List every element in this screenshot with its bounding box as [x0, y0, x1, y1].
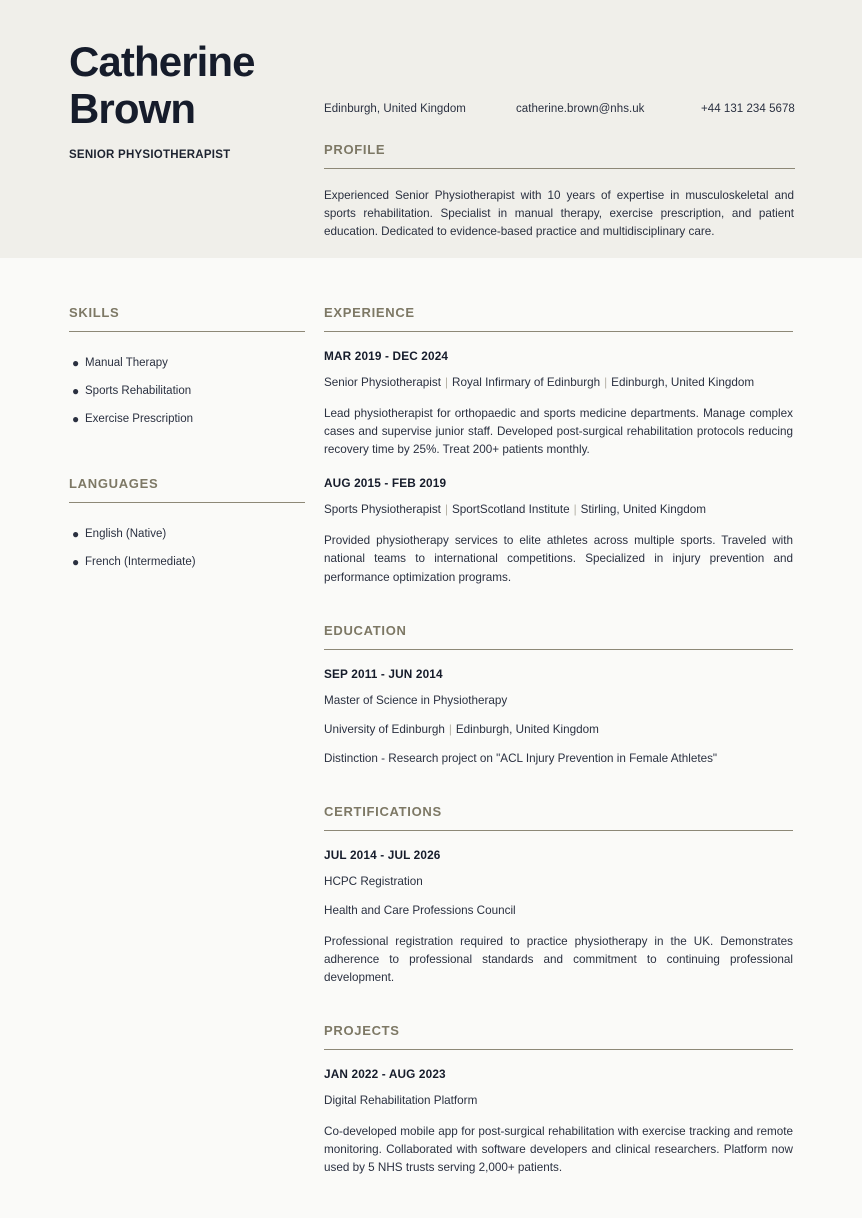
entry-description: Co-developed mobile app for post-surgical rehabilitation with exercise tracking and remote monitoring. Collaborated with software developers and clinical researchers. Platform now used by 5 NHS trusts serving 2,000+ patients.: [324, 1124, 793, 1175]
entry-degree: Master of Science in Physiotherapy: [324, 693, 508, 707]
certification-entry: [324, 848, 793, 987]
entry-organization: Royal Infirmary of Edinburgh: [452, 376, 601, 389]
bullet-icon: ●: [72, 554, 80, 569]
entry-role: Sports Physiotherapist: [324, 503, 441, 517]
projects-divider: [324, 1049, 793, 1050]
contact-phone[interactable]: +44 131 234 5678: [701, 103, 795, 115]
skills-list: [69, 349, 305, 434]
entry-institution: University of Edinburgh: [324, 722, 445, 736]
languages-heading: LANGUAGES: [69, 475, 159, 491]
education-heading: EDUCATION: [324, 622, 407, 638]
education-divider: [324, 649, 793, 650]
entry-date-range: JAN 2022 - AUG 2023: [324, 1066, 446, 1081]
entry-title: Digital Rehabilitation Platform: [324, 1093, 478, 1107]
projects-section: [324, 1023, 793, 1177]
certifications-heading: CERTIFICATIONS: [324, 803, 442, 819]
list-item: [69, 405, 305, 433]
entry-title: HCPC Registration: [324, 874, 423, 888]
skill-label: Exercise Prescription: [85, 413, 194, 426]
list-item: [69, 520, 305, 548]
separator-icon: |: [573, 503, 577, 517]
entry-issuer: Health and Care Professions Council: [324, 903, 516, 917]
entry-date-range: JUL 2014 - JUL 2026: [324, 847, 441, 862]
contact-row: [324, 0, 795, 115]
profile-heading: PROFILE: [324, 142, 386, 157]
entry-location: Stirling, United Kingdom: [580, 503, 707, 517]
name-line-first: Catherine: [69, 38, 255, 85]
entry-date-range: AUG 2015 - FEB 2019: [324, 476, 447, 491]
entry-description: Provided physiotherapy services to elite athletes across multiple sports. Traveled with national teams to international competitions. Specialized in injury prevention and performance optimization programs.: [324, 534, 793, 584]
body-area: [0, 258, 862, 1177]
experience-heading: EXPERIENCE: [324, 305, 415, 320]
entry-description: Professional registration required to practice physiotherapy in the UK. Demonstrates adherence to professional standards and commitment to continuing professional development.: [324, 934, 793, 984]
header-right-column: [324, 0, 795, 241]
education-section: [324, 623, 793, 768]
identity-block: [69, 0, 324, 161]
separator-icon: |: [444, 376, 448, 389]
entry-meta: [324, 722, 793, 739]
project-entry: [324, 1067, 793, 1177]
skills-divider: [69, 331, 305, 332]
bullet-icon: ●: [72, 356, 80, 370]
sidebar: [69, 258, 305, 576]
education-entry: [324, 667, 793, 768]
experience-divider: [324, 331, 793, 332]
bullet-icon: ●: [72, 412, 80, 427]
bullet-icon: ●: [72, 384, 80, 399]
languages-section: [69, 476, 305, 576]
language-label: French (Intermediate): [85, 555, 196, 568]
entry-location: Edinburgh, United Kingdom: [611, 376, 755, 389]
skills-heading: SKILLS: [69, 305, 120, 320]
entry-note: Distinction - Research project on "ACL Injury Prevention in Female Athletes": [324, 751, 718, 765]
separator-icon: |: [448, 722, 452, 736]
profile-summary-text: Experienced Senior Physiotherapist with 10 years of expertise in musculoskeletal and sports rehabilitation. Specialist in manual therapy, exercise prescription, and patient education. Dedicated to evidence-based practice and multidisciplinary care.: [324, 189, 794, 239]
entry-role: Senior Physiotherapist: [324, 376, 441, 389]
entry-description: Lead physiotherapist for orthopaedic and sports medicine departments. Manage complex cases and supervise junior staff. Developed post-surgical rehabilitation protocols reducing recovery time by 25%. Treat 200+ patients monthly.: [324, 406, 793, 457]
main-column: [305, 258, 793, 1177]
list-item: [69, 377, 305, 405]
skill-label: Manual Therapy: [85, 357, 168, 369]
contact-location: Edinburgh, United Kingdom: [324, 103, 466, 115]
language-label: English (Native): [85, 527, 167, 540]
entry-organization: SportScotland Institute: [451, 503, 570, 517]
projects-heading: PROJECTS: [324, 1022, 400, 1038]
languages-list: [69, 520, 305, 576]
contact-email[interactable]: catherine.brown@nhs.uk: [516, 103, 645, 115]
entry-meta: [324, 375, 793, 392]
separator-icon: |: [604, 376, 608, 389]
skill-label: Sports Rehabilitation: [85, 385, 192, 398]
entry-date-range: MAR 2019 - DEC 2024: [324, 349, 449, 363]
certifications-divider: [324, 830, 793, 831]
certifications-section: [324, 804, 793, 987]
separator-icon: |: [444, 503, 448, 517]
profile-section: [324, 142, 795, 241]
header-content: [0, 0, 862, 258]
entry-date-range: SEP 2011 - JUN 2014: [324, 666, 443, 681]
bullet-icon: ●: [72, 526, 80, 541]
list-item: [69, 349, 305, 377]
profile-divider: [324, 168, 795, 169]
list-item: [69, 548, 305, 576]
candidate-name: [69, 38, 324, 132]
skills-section: [69, 305, 305, 434]
languages-divider: [69, 502, 305, 503]
entry-location: Edinburgh, United Kingdom: [455, 722, 599, 736]
experience-section: [324, 305, 793, 587]
entry-meta: [324, 502, 793, 519]
experience-entry: [324, 349, 793, 459]
experience-entry: [324, 476, 793, 586]
name-line-last: Brown: [69, 85, 196, 133]
candidate-job-title: SENIOR PHYSIOTHERAPIST: [69, 149, 231, 162]
